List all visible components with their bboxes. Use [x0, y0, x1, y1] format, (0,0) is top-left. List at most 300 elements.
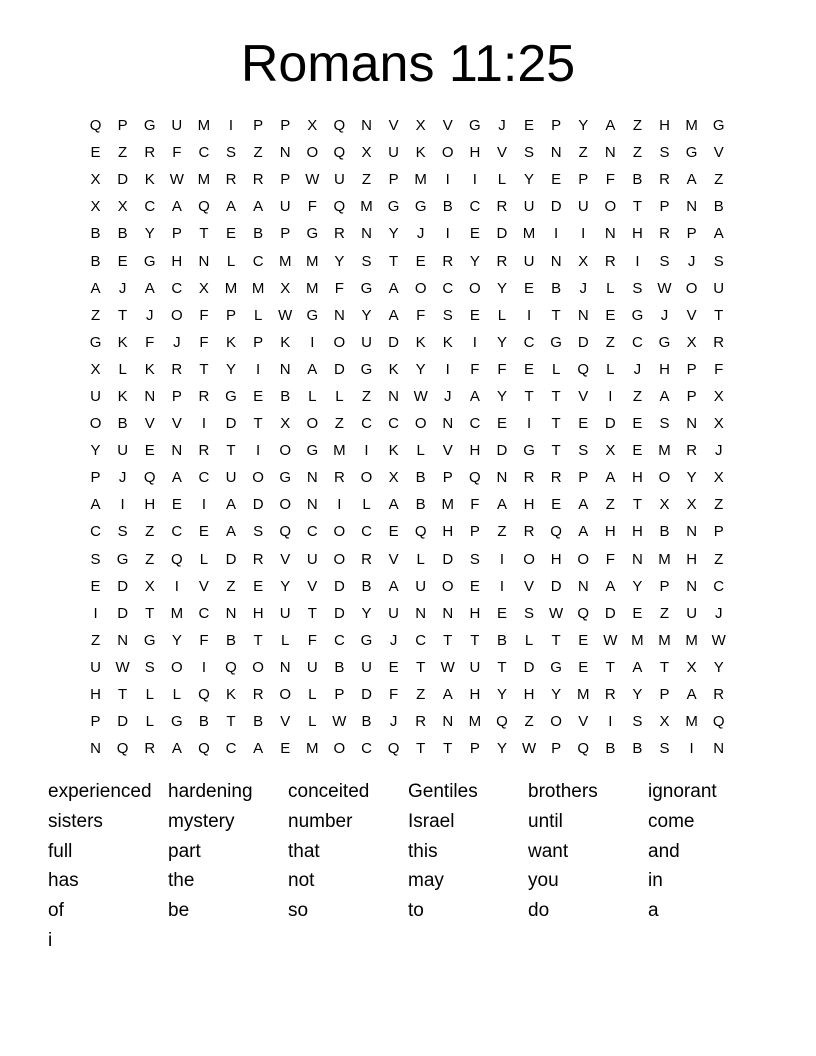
word-list-item: i	[48, 929, 53, 951]
grid-letter: S	[632, 713, 643, 731]
grid-letter: X	[198, 279, 209, 297]
grid-letter: Z	[334, 415, 344, 433]
grid-letter: R	[659, 171, 670, 189]
grid-letter: X	[117, 198, 128, 216]
word-list-item: mystery	[168, 810, 235, 832]
grid-letter: K	[117, 333, 128, 351]
grid-letter: K	[144, 360, 155, 378]
grid-letter: S	[253, 523, 264, 541]
word-list-item: want	[528, 840, 569, 862]
grid-letter: N	[171, 442, 183, 460]
grid-letter: V	[144, 415, 155, 433]
grid-letter: X	[686, 658, 697, 676]
grid-letter: H	[252, 604, 264, 622]
grid-letter: U	[523, 198, 535, 216]
grid-letter: I	[120, 496, 125, 514]
grid-letter: A	[90, 496, 101, 514]
grid-letter: I	[526, 306, 532, 324]
grid-letter: E	[524, 117, 535, 135]
grid-letter: F	[388, 686, 399, 704]
grid-letter: F	[172, 144, 182, 162]
grid-letter: P	[469, 523, 480, 541]
grid-letter: A	[659, 387, 670, 405]
grid-letter: P	[171, 225, 182, 243]
word-list-item: until	[528, 810, 563, 832]
grid-letter: I	[228, 117, 234, 135]
grid-letter: P	[280, 225, 291, 243]
grid-letter: G	[387, 198, 400, 216]
grid-letter: G	[116, 550, 129, 568]
grid-letter: B	[361, 713, 372, 731]
grid-letter: F	[145, 333, 155, 351]
grid-letter: P	[253, 117, 264, 135]
grid-letter: B	[659, 523, 670, 541]
grid-letter: U	[361, 333, 372, 351]
grid-letter: J	[579, 279, 587, 297]
grid-letter: R	[252, 171, 264, 189]
grid-letter: Q	[496, 713, 508, 731]
grid-letter: I	[201, 415, 206, 433]
grid-letter: U	[90, 387, 101, 405]
grid-letter: Y	[90, 442, 101, 460]
grid-letter: X	[713, 469, 724, 487]
grid-letter: M	[658, 442, 671, 460]
grid-letter: N	[117, 631, 129, 649]
grid-letter: U	[279, 198, 291, 216]
grid-letter: Y	[632, 686, 643, 704]
grid-letter: D	[442, 550, 454, 568]
word-list-item: conceited	[288, 781, 370, 802]
grid-letter: T	[416, 658, 426, 676]
grid-letter: I	[310, 333, 315, 351]
grid-letter: M	[306, 252, 319, 270]
grid-letter: N	[713, 740, 725, 758]
grid-letter: P	[551, 740, 562, 758]
grid-letter: H	[632, 469, 643, 487]
grid-letter: D	[523, 658, 535, 676]
page-title: Romans 11:25	[240, 35, 576, 93]
grid-letter: P	[171, 387, 182, 405]
grid-letter: J	[389, 713, 398, 731]
grid-letter: W	[603, 631, 618, 649]
grid-letter: A	[605, 577, 616, 595]
grid-letter: D	[361, 686, 372, 704]
grid-letter: Z	[632, 144, 642, 162]
word-list-item: and	[648, 840, 680, 862]
grid-letter: T	[659, 658, 670, 676]
grid-letter: Z	[145, 550, 155, 568]
grid-letter: N	[361, 225, 372, 243]
word-list	[48, 779, 788, 958]
grid-letter: P	[253, 333, 264, 351]
grid-letter: K	[442, 333, 453, 351]
grid-letter: Q	[279, 523, 292, 541]
word-list-item: sisters	[48, 810, 103, 832]
grid-letter: S	[469, 550, 480, 568]
grid-letter: I	[526, 415, 532, 433]
word-list-item: part	[168, 840, 201, 862]
grid-letter: Z	[578, 144, 588, 162]
grid-letter: B	[551, 279, 562, 297]
grid-letter: A	[578, 496, 589, 514]
grid-letter: I	[364, 442, 369, 460]
grid-letter: G	[523, 442, 535, 460]
grid-letter: O	[604, 198, 617, 216]
grid-letter: N	[333, 306, 345, 324]
grid-letter: V	[442, 442, 453, 460]
grid-letter: B	[90, 225, 101, 243]
grid-letter: T	[118, 306, 128, 324]
grid-letter: B	[632, 740, 643, 758]
grid-letter: R	[361, 550, 372, 568]
grid-letter: V	[388, 117, 399, 135]
grid-letter: O	[523, 550, 535, 568]
grid-letter: N	[686, 415, 698, 433]
grid-letter: C	[469, 415, 481, 433]
grid-letter: V	[496, 144, 507, 162]
grid-letter: M	[224, 279, 238, 297]
grid-letter: W	[115, 658, 130, 676]
grid-letter: J	[389, 631, 398, 649]
word-list-item: you	[528, 870, 559, 892]
grid-letter: Y	[496, 279, 507, 297]
grid-letter: Q	[198, 198, 210, 216]
grid-letter: N	[144, 387, 156, 405]
grid-letter: G	[306, 442, 319, 460]
grid-letter: C	[442, 279, 454, 297]
grid-letter: Z	[90, 306, 101, 324]
grid-letter: R	[144, 740, 156, 758]
grid-letter: L	[118, 360, 127, 378]
grid-letter: H	[523, 686, 535, 704]
grid-letter: R	[198, 442, 210, 460]
grid-letter: M	[685, 631, 698, 649]
grid-letter: M	[360, 198, 373, 216]
grid-letter: U	[469, 658, 481, 676]
grid-letter: A	[226, 523, 237, 541]
grid-letter: E	[388, 658, 399, 676]
grid-letter: L	[281, 631, 290, 649]
grid-letter: N	[686, 577, 698, 595]
grid-letter: E	[578, 631, 589, 649]
grid-letter: P	[659, 686, 670, 704]
word-list-item: do	[528, 900, 550, 922]
grid-letter: Y	[496, 686, 507, 704]
grid-letter: S	[659, 740, 670, 758]
grid-letter: O	[414, 415, 427, 433]
grid-letter: Q	[469, 469, 481, 487]
grid-letter: F	[605, 550, 615, 568]
grid-letter: W	[332, 713, 347, 731]
grid-letter: M	[414, 171, 427, 189]
grid-letter: G	[143, 117, 156, 135]
grid-letter: N	[279, 360, 291, 378]
grid-letter: M	[197, 117, 211, 135]
grid-letter: G	[360, 279, 373, 297]
word-list-item: ignorant	[648, 781, 717, 802]
grid-letter: C	[306, 523, 318, 541]
grid-letter: I	[445, 171, 450, 189]
grid-letter: Y	[686, 469, 697, 487]
grid-letter: O	[550, 713, 562, 731]
grid-letter: F	[199, 306, 209, 324]
grid-letter: I	[337, 496, 342, 514]
grid-letter: R	[415, 713, 427, 731]
grid-letter: F	[307, 631, 317, 649]
grid-letter: E	[578, 658, 589, 676]
grid-letter: N	[686, 523, 698, 541]
grid-letter: L	[308, 686, 317, 704]
grid-letter: U	[279, 604, 291, 622]
grid-letter: B	[415, 496, 426, 514]
grid-letter: P	[280, 171, 291, 189]
grid-letter: X	[144, 577, 155, 595]
grid-letter: K	[144, 171, 155, 189]
grid-letter: F	[334, 279, 344, 297]
grid-letter: N	[442, 415, 454, 433]
grid-letter: E	[632, 442, 643, 460]
word-list-item: be	[168, 900, 190, 922]
grid-letter: R	[686, 442, 698, 460]
grid-letter: N	[90, 740, 101, 758]
grid-letter: P	[442, 469, 453, 487]
grid-letter: T	[551, 631, 561, 649]
grid-letter: X	[605, 442, 616, 460]
grid-letter: D	[117, 171, 129, 189]
grid-letter: V	[280, 713, 291, 731]
grid-letter: O	[441, 577, 454, 595]
grid-letter: J	[660, 306, 669, 324]
grid-letter: B	[415, 469, 426, 487]
grid-letter: B	[334, 658, 345, 676]
grid-letter: R	[252, 686, 264, 704]
grid-letter: F	[199, 631, 209, 649]
grid-letter: D	[604, 604, 616, 622]
grid-letter: D	[496, 225, 508, 243]
grid-letter: N	[306, 469, 318, 487]
grid-letter: Q	[550, 523, 562, 541]
grid-letter: C	[388, 415, 399, 433]
grid-letter: E	[578, 415, 589, 433]
grid-letter: B	[632, 171, 643, 189]
grid-letter: L	[145, 713, 154, 731]
grid-letter: R	[550, 469, 562, 487]
grid-letter: O	[333, 333, 346, 351]
word-list-item: Israel	[408, 810, 455, 832]
grid-letter: A	[388, 577, 399, 595]
grid-letter: O	[306, 144, 319, 162]
grid-letter: Q	[116, 740, 129, 758]
grid-letter: V	[442, 117, 453, 135]
grid-letter: D	[333, 360, 345, 378]
grid-letter: M	[658, 550, 671, 568]
grid-letter: C	[171, 279, 183, 297]
grid-letter: X	[659, 713, 670, 731]
grid-letter: L	[172, 686, 181, 704]
grid-letter: H	[550, 550, 562, 568]
grid-letter: C	[361, 415, 372, 433]
grid-letter: L	[362, 496, 371, 514]
grid-letter: E	[90, 577, 101, 595]
grid-letter: O	[170, 658, 183, 676]
grid-letter: I	[445, 225, 450, 243]
word-list-item: experienced	[48, 781, 152, 802]
grid-letter: S	[442, 306, 453, 324]
grid-letter: Z	[524, 713, 534, 731]
grid-letter: T	[551, 306, 561, 324]
grid-letter: K	[280, 333, 291, 351]
grid-letter: A	[686, 171, 697, 189]
grid-letter: O	[279, 496, 292, 514]
grid-letter: J	[145, 306, 154, 324]
word-list-item: not	[288, 870, 315, 892]
grid-letter: E	[117, 252, 128, 270]
grid-letter: I	[174, 577, 179, 595]
grid-letter: P	[659, 577, 670, 595]
grid-letter: S	[361, 252, 372, 270]
grid-letter: S	[90, 550, 101, 568]
grid-letter: I	[201, 496, 206, 514]
grid-letter: J	[118, 279, 127, 297]
grid-letter: W	[413, 387, 428, 405]
grid-letter: A	[469, 387, 480, 405]
grid-letter: R	[144, 144, 156, 162]
grid-letter: Y	[551, 686, 562, 704]
grid-letter: O	[252, 469, 264, 487]
grid-letter: T	[253, 631, 263, 649]
grid-letter: Q	[198, 686, 210, 704]
grid-letter: Y	[171, 631, 182, 649]
grid-letter: Q	[712, 713, 725, 731]
grid-letter: X	[361, 144, 372, 162]
grid-letter: A	[496, 496, 507, 514]
grid-letter: T	[226, 713, 236, 731]
grid-letter: Z	[253, 144, 263, 162]
grid-letter: W	[711, 631, 726, 649]
grid-letter: Q	[414, 523, 427, 541]
grid-letter: D	[117, 577, 129, 595]
grid-letter: S	[659, 144, 670, 162]
grid-letter: Z	[90, 631, 101, 649]
grid-letter: X	[713, 387, 724, 405]
grid-letter: K	[388, 360, 399, 378]
grid-letter: Z	[714, 496, 724, 514]
grid-letter: J	[118, 469, 127, 487]
grid-letter: P	[578, 469, 589, 487]
grid-letter: Q	[577, 604, 590, 622]
grid-letter: P	[226, 306, 237, 324]
grid-letter: S	[144, 658, 155, 676]
grid-letter: R	[333, 469, 345, 487]
grid-letter: B	[198, 713, 209, 731]
grid-letter: C	[632, 333, 643, 351]
grid-letter: B	[117, 225, 128, 243]
grid-letter: E	[144, 442, 155, 460]
grid-letter: D	[252, 496, 264, 514]
grid-letter: A	[388, 496, 399, 514]
grid-letter: T	[199, 360, 209, 378]
grid-letter: E	[198, 523, 209, 541]
grid-letter: G	[469, 117, 481, 135]
grid-letter: C	[415, 631, 427, 649]
grid-letter: F	[497, 360, 507, 378]
grid-letter: M	[631, 631, 644, 649]
grid-letter: N	[225, 604, 237, 622]
grid-letter: L	[524, 631, 534, 649]
grid-letter: G	[414, 198, 427, 216]
grid-letter: U	[713, 279, 725, 297]
grid-letter: L	[497, 306, 507, 324]
grid-letter: I	[689, 740, 694, 758]
grid-letter: A	[388, 279, 399, 297]
grid-letter: N	[604, 225, 616, 243]
grid-letter: C	[713, 577, 725, 595]
grid-letter: A	[253, 198, 264, 216]
grid-letter: B	[361, 577, 372, 595]
word-list-item: full	[48, 840, 73, 862]
grid-letter: W	[549, 604, 564, 622]
grid-letter: F	[199, 333, 209, 351]
grid-letter: E	[605, 306, 616, 324]
grid-letter: O	[333, 740, 346, 758]
grid-letter: N	[442, 604, 454, 622]
grid-letter: L	[226, 252, 236, 270]
grid-letter: X	[659, 496, 670, 514]
grid-letter: I	[256, 360, 261, 378]
grid-letter: Z	[714, 171, 724, 189]
grid-letter: V	[171, 415, 182, 433]
grid-letter: D	[577, 333, 589, 351]
grid-letter: Y	[469, 252, 480, 270]
grid-letter: S	[659, 415, 670, 433]
grid-letter: Q	[89, 117, 102, 135]
grid-letter: H	[632, 225, 643, 243]
grid-letter: H	[469, 144, 481, 162]
grid-letter: K	[226, 686, 237, 704]
grid-letter: E	[496, 604, 507, 622]
grid-letter: X	[307, 117, 318, 135]
grid-letter: B	[442, 198, 453, 216]
grid-letter: Z	[659, 604, 670, 622]
grid-letter: G	[360, 631, 373, 649]
grid-letter: T	[524, 387, 534, 405]
grid-letter: F	[470, 496, 480, 514]
word-list-item: come	[648, 810, 695, 832]
grid-letter: L	[497, 171, 507, 189]
grid-letter: O	[89, 415, 102, 433]
grid-letter: H	[523, 496, 535, 514]
grid-letter: T	[470, 631, 480, 649]
grid-letter: D	[117, 604, 129, 622]
grid-letter: Z	[226, 577, 236, 595]
grid-letter: M	[197, 171, 211, 189]
grid-letter: E	[415, 252, 426, 270]
grid-letter: E	[551, 171, 562, 189]
grid-letter: O	[333, 523, 346, 541]
grid-letter: F	[714, 360, 724, 378]
grid-letter: X	[388, 469, 399, 487]
grid-letter: A	[307, 360, 318, 378]
grid-letter: K	[226, 333, 237, 351]
grid-letter: I	[608, 387, 613, 405]
grid-letter: U	[225, 469, 237, 487]
grid-letter: D	[496, 442, 508, 460]
grid-letter: A	[171, 469, 182, 487]
grid-letter: O	[685, 279, 698, 297]
grid-letter: O	[252, 658, 264, 676]
grid-letter: M	[522, 225, 536, 243]
grid-letter: Z	[361, 171, 372, 189]
